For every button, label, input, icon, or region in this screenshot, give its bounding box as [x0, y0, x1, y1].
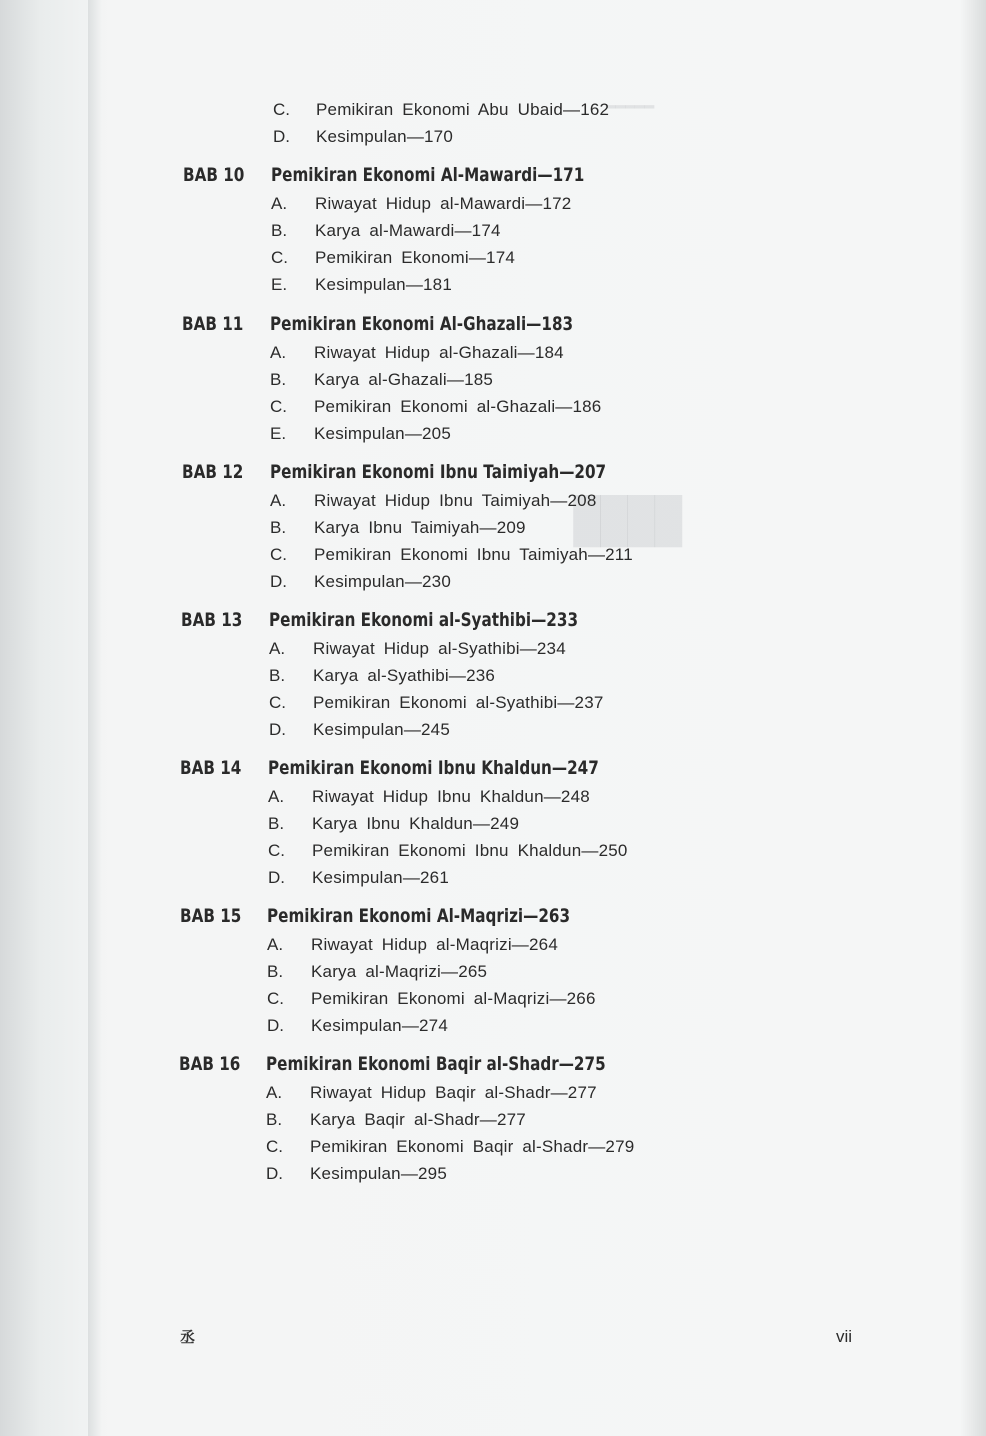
item-text: Pemikiran Ekonomi Ibnu Khaldun—250 — [312, 841, 628, 860]
chapter-label: BAB 12 — [182, 461, 244, 483]
toc-item — [0, 666, 986, 693]
item-text: Riwayat Hidup al-Ghazali—184 — [314, 343, 564, 362]
item-letter: A. — [268, 787, 285, 806]
chapter-heading — [0, 905, 986, 935]
toc-item — [0, 935, 986, 962]
chapter-label: BAB 13 — [181, 609, 243, 631]
toc-item — [0, 1016, 986, 1043]
item-text: Pemikiran Ekonomi Ibnu Taimiyah—211 — [314, 545, 633, 564]
toc-item — [0, 1137, 986, 1164]
item-text: Karya Ibnu Khaldun—249 — [312, 814, 520, 833]
chapter-title: Pemikiran Ekonomi Ibnu Taimiyah—207 — [270, 461, 607, 483]
toc-chapter-continued — [0, 100, 986, 154]
item-text: Kesimpulan—295 — [310, 1164, 447, 1183]
toc-item — [0, 639, 986, 666]
item-letter: B. — [271, 221, 288, 240]
item-letter: A. — [270, 491, 287, 510]
toc-item — [0, 194, 986, 221]
toc-item — [0, 868, 986, 895]
item-text: Riwayat Hidup al-Mawardi—172 — [315, 194, 572, 213]
item-letter: C. — [270, 397, 287, 416]
toc-item — [0, 989, 986, 1016]
item-letter: D. — [268, 868, 285, 887]
toc-chapter-bab-15 — [0, 905, 986, 1043]
toc-chapter-bab-14 — [0, 757, 986, 895]
chapter-heading — [0, 1053, 986, 1083]
chapter-title: Pemikiran Ekonomi al-Syathibi—233 — [269, 609, 579, 631]
footer-mark: 丞 — [180, 1329, 196, 1346]
toc-item — [0, 127, 986, 154]
item-letter: E. — [271, 275, 288, 294]
chapter-label: BAB 11 — [182, 313, 244, 335]
item-letter: C. — [273, 100, 290, 119]
toc-item — [0, 248, 986, 275]
toc-item — [0, 962, 986, 989]
chapter-heading — [0, 461, 986, 491]
toc-chapter-bab-12 — [0, 461, 986, 599]
toc-item — [0, 221, 986, 248]
item-text: Riwayat Hidup al-Maqrizi—264 — [311, 935, 558, 954]
item-letter: A. — [271, 194, 288, 213]
item-letter: A. — [267, 935, 284, 954]
item-text: Riwayat Hidup Baqir al-Shadr—277 — [310, 1083, 597, 1102]
toc-item — [0, 841, 986, 868]
toc-item — [0, 1083, 986, 1110]
chapter-title: Pemikiran Ekonomi Al-Mawardi—171 — [271, 164, 585, 186]
item-text: Karya al-Maqrizi—265 — [311, 962, 488, 981]
toc-item — [0, 424, 986, 451]
chapter-heading — [0, 757, 986, 787]
chapter-label: BAB 14 — [180, 757, 242, 779]
item-text: Pemikiran Ekonomi al-Syathibi—237 — [313, 693, 604, 712]
item-text: Kesimpulan—230 — [314, 572, 451, 591]
item-text: Karya Ibnu Taimiyah—209 — [314, 518, 526, 537]
item-text: Riwayat Hidup Ibnu Taimiyah—208 — [314, 491, 597, 510]
item-text: Kesimpulan—205 — [314, 424, 451, 443]
toc-chapter-bab-11 — [0, 313, 986, 451]
item-text: Kesimpulan—245 — [313, 720, 450, 739]
item-letter: B. — [268, 814, 285, 833]
toc-item — [0, 397, 986, 424]
item-letter: B. — [267, 962, 284, 981]
item-letter: A. — [270, 343, 287, 362]
toc-chapter-bab-13 — [0, 609, 986, 747]
item-letter: D. — [270, 572, 287, 591]
item-text: Kesimpulan—261 — [312, 868, 449, 887]
item-text: Kesimpulan—170 — [316, 127, 453, 146]
chapter-title: Pemikiran Ekonomi Ibnu Khaldun—247 — [268, 757, 599, 779]
chapter-title: Pemikiran Ekonomi Al-Maqrizi—263 — [267, 905, 571, 927]
item-letter: D. — [269, 720, 286, 739]
item-text: Pemikiran Ekonomi—174 — [315, 248, 516, 267]
item-letter: D. — [266, 1164, 283, 1183]
toc-item — [0, 518, 986, 545]
toc-item — [0, 814, 986, 841]
item-letter: B. — [266, 1110, 283, 1129]
item-letter: D. — [267, 1016, 284, 1035]
show-through-decoration: ████ — [573, 495, 682, 546]
chapter-label: BAB 16 — [179, 1053, 241, 1075]
chapter-label: BAB 15 — [180, 905, 242, 927]
item-letter: C. — [271, 248, 288, 267]
toc-item — [0, 693, 986, 720]
item-text: Pemikiran Ekonomi Abu Ubaid—162 — [316, 100, 610, 119]
item-letter: A. — [269, 639, 286, 658]
item-text: Riwayat Hidup al-Syathibi—234 — [313, 639, 566, 658]
item-text: Riwayat Hidup Ibnu Khaldun—248 — [312, 787, 590, 806]
chapter-heading — [0, 164, 986, 194]
chapter-title: Pemikiran Ekonomi Baqir al-Shadr—275 — [266, 1053, 606, 1075]
item-text: Pemikiran Ekonomi al-Maqrizi—266 — [311, 989, 596, 1008]
show-through-decoration: ━━━━━ — [606, 95, 655, 119]
item-letter: C. — [270, 545, 287, 564]
item-letter: B. — [270, 518, 287, 537]
toc-chapter-bab-10 — [0, 164, 986, 302]
item-text: Karya al-Ghazali—185 — [314, 370, 494, 389]
item-text: Karya al-Mawardi—174 — [315, 221, 501, 240]
item-text: Pemikiran Ekonomi Baqir al-Shadr—279 — [310, 1137, 635, 1156]
item-letter: B. — [269, 666, 286, 685]
toc-item — [0, 275, 986, 302]
toc-item — [0, 370, 986, 397]
toc-item — [0, 491, 986, 518]
item-letter: C. — [269, 693, 286, 712]
item-letter: A. — [266, 1083, 283, 1102]
chapter-label: BAB 10 — [183, 164, 245, 186]
item-letter: E. — [270, 424, 287, 443]
item-text: Karya Baqir al-Shadr—277 — [310, 1110, 526, 1129]
page-number: vii — [836, 1327, 853, 1346]
item-text: Kesimpulan—181 — [315, 275, 452, 294]
item-text: Karya al-Syathibi—236 — [313, 666, 496, 685]
toc-item — [0, 100, 986, 127]
toc-item — [0, 787, 986, 814]
item-letter: B. — [270, 370, 287, 389]
item-letter: C. — [266, 1137, 283, 1156]
toc-item — [0, 572, 986, 599]
toc-item — [0, 1110, 986, 1137]
item-letter: D. — [273, 127, 290, 146]
toc-chapter-bab-16 — [0, 1053, 986, 1191]
toc-item — [0, 545, 986, 572]
item-letter: C. — [268, 841, 285, 860]
chapter-title: Pemikiran Ekonomi Al-Ghazali—183 — [270, 313, 574, 335]
item-text: Kesimpulan—274 — [311, 1016, 448, 1035]
toc-item — [0, 1164, 986, 1191]
item-text: Pemikiran Ekonomi al-Ghazali—186 — [314, 397, 602, 416]
toc-item — [0, 343, 986, 370]
chapter-heading — [0, 313, 986, 343]
toc-item — [0, 720, 986, 747]
chapter-heading — [0, 609, 986, 639]
item-letter: C. — [267, 989, 284, 1008]
